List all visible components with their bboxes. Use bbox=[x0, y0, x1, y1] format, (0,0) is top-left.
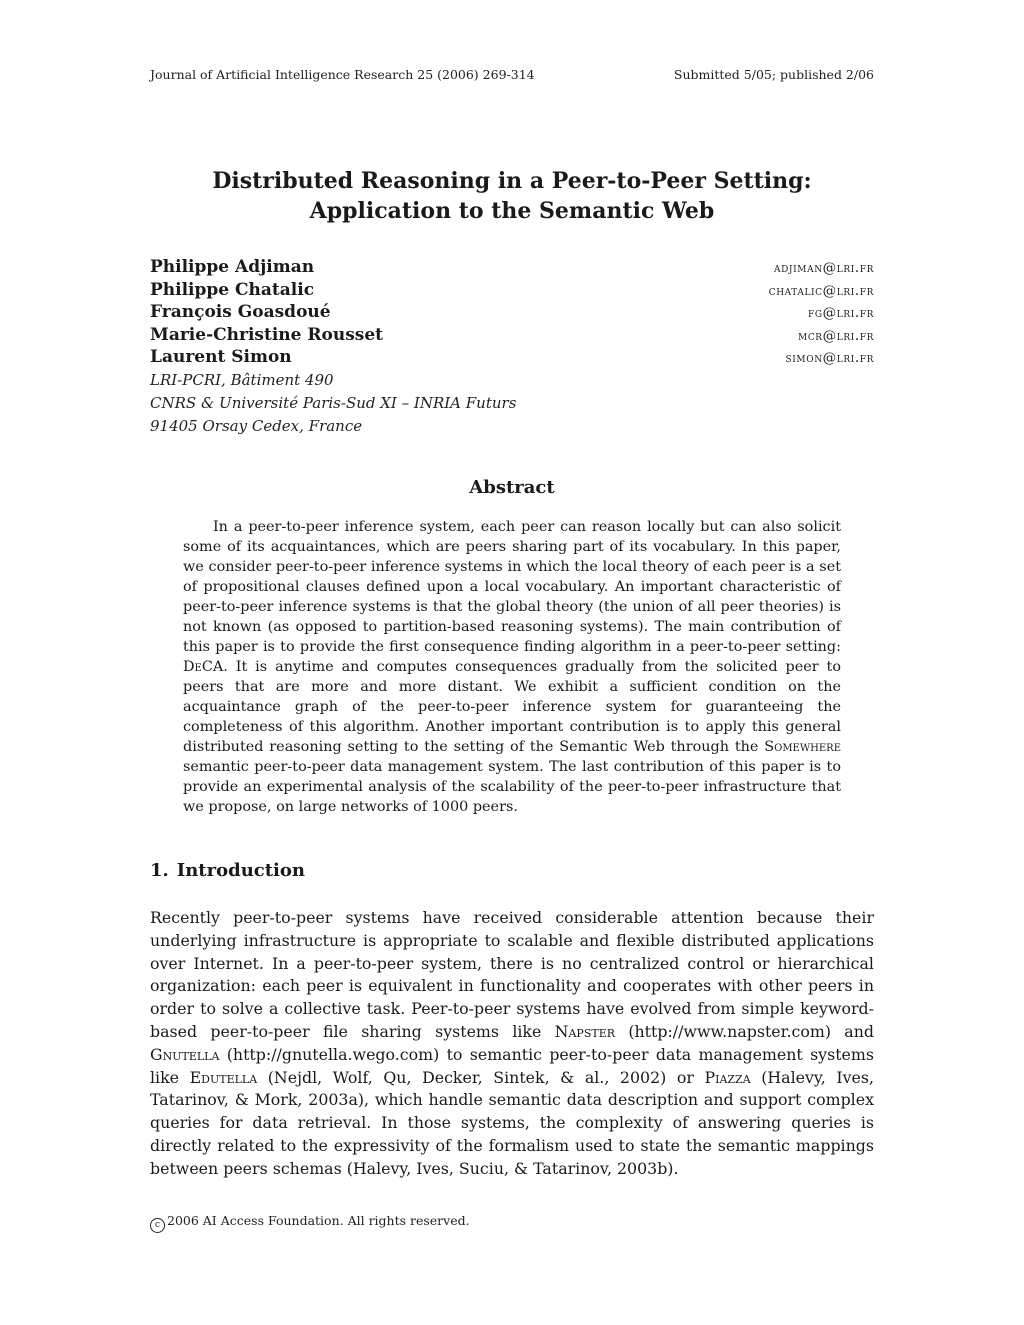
author-name: Laurent Simon bbox=[150, 347, 292, 368]
author-email[interactable]: chatalic@lri.fr bbox=[768, 282, 874, 299]
introduction-paragraph bbox=[150, 907, 874, 1181]
section-heading-introduction bbox=[150, 858, 313, 884]
author-row bbox=[150, 346, 874, 369]
somewhere-system-name: Somewhere bbox=[764, 739, 841, 755]
intro-part-2: (http://www.napster.com) and bbox=[615, 1021, 874, 1041]
author-name: Marie-Christine Rousset bbox=[150, 324, 384, 345]
title-line-1: Distributed Reasoning in a Peer-to-Peer Setting: bbox=[212, 168, 812, 194]
gnutella-name: Gnutella bbox=[150, 1044, 220, 1064]
piazza-name: Piazza bbox=[704, 1067, 751, 1087]
abstract-part-1: In a peer-to-peer inference system, each peer can reason locally but can also solicit some of its acquaintances, which are peers sharing part of its vocabulary. In this paper, we consider peer-to-peer inference systems in which the local theory of each peer is a set of propositional clauses defined upon a local vocabulary. An important characteristic of peer-to-peer inference systems is that the global theory (the union of all peer theories) is not known (as opposed to partition-based reasoning systems). The main contribution of this paper is to provide the first consequence finding algorithm in a peer-to-peer setting: bbox=[183, 519, 841, 655]
author-name: Philippe Chatalic bbox=[150, 279, 315, 300]
intro-part-4: (Nejdl, Wolf, Qu, Decker, Sintek, & al., 2002) or bbox=[257, 1067, 705, 1087]
author-row bbox=[150, 301, 874, 324]
author-email[interactable]: adjiman@lri.fr bbox=[774, 260, 874, 276]
deca-algorithm-name: DeCA bbox=[183, 659, 224, 675]
affiliation-line-2: CNRS & Université Paris-Sud XI – INRIA Futurs bbox=[150, 393, 517, 412]
abstract-text bbox=[183, 517, 841, 817]
author-email[interactable]: mcr@lri.fr bbox=[798, 327, 874, 344]
running-header bbox=[150, 66, 874, 84]
author-row bbox=[150, 256, 874, 279]
author-row bbox=[150, 279, 874, 302]
affiliation-line-1: LRI-PCRI, Bâtiment 490 bbox=[150, 370, 334, 389]
author-name: François Goasdoué bbox=[150, 302, 331, 323]
author-name: Philippe Adjiman bbox=[150, 257, 315, 277]
affiliation-line-3: 91405 Orsay Cedex, France bbox=[150, 416, 363, 435]
edutella-name: Edutella bbox=[189, 1067, 258, 1087]
submission-dates: Submitted 5/05; published 2/06 bbox=[673, 67, 874, 82]
author-block bbox=[150, 256, 874, 438]
abstract-heading: Abstract bbox=[469, 477, 555, 498]
copyright-notice bbox=[150, 1212, 470, 1233]
abstract-part-2: . It is anytime and computes consequences gradually from the solicited peer to peers that are more and more distant. We exhibit a sufficient condition on the acquaintance graph of the peer-to-peer inference system for guaranteeing the completeness of this algorithm. Another important contribution is to apply this general distributed reasoning setting to the setting of the Semantic Web through the bbox=[183, 659, 841, 755]
napster-name: Napster bbox=[554, 1021, 616, 1041]
paper-title bbox=[100, 166, 924, 226]
intro-part-5: (Halevy, Ives, Tatarinov, & Mork, 2003a), which handle semantic data description and support complex queries for data retrieval. In those systems, the complexity of answering queries is directly related to the expressivity of the formalism used to state the semantic mappings between peers schemas (Halevy, Ives, Suciu, & Tatarinov, 2003b). bbox=[150, 1067, 874, 1178]
copyright-text: 2006 AI Access Foundation. All rights reserved. bbox=[167, 1213, 470, 1228]
section-number: 1. bbox=[150, 860, 169, 881]
journal-citation: Journal of Artificial Intelligence Research 25 (2006) 269-314 bbox=[150, 67, 535, 82]
abstract-part-3: semantic peer-to-peer data management system. The last contribution of this paper is to provide an experimental analysis of the scalability of the peer-to-peer infrastructure that we propose, on large networks of 1000 peers. bbox=[183, 759, 841, 815]
author-email[interactable]: fg@lri.fr bbox=[808, 305, 874, 322]
title-line-2: Application to the Semantic Web bbox=[309, 198, 715, 224]
intro-part-3: (http://gnutella.wego.com) to semantic peer-to-peer data management systems like bbox=[150, 1044, 874, 1087]
intro-part-1: Recently peer-to-peer systems have received considerable attention because their underlying infrastructure is appropriate to scalable and flexible distributed applications over Internet. In a peer-to-peer system, there is no centralized control or hierarchical organization: each peer is equivalent in functionality and cooperates with other peers in order to solve a collective task. Peer-to-peer systems have evolved from simple keyword-based peer-to-peer file sharing systems like bbox=[150, 908, 874, 1041]
author-email[interactable]: simon@lri.fr bbox=[785, 350, 874, 367]
section-title: Introduction bbox=[176, 860, 305, 881]
copyright-icon: c bbox=[150, 1218, 165, 1233]
author-row bbox=[150, 324, 874, 347]
